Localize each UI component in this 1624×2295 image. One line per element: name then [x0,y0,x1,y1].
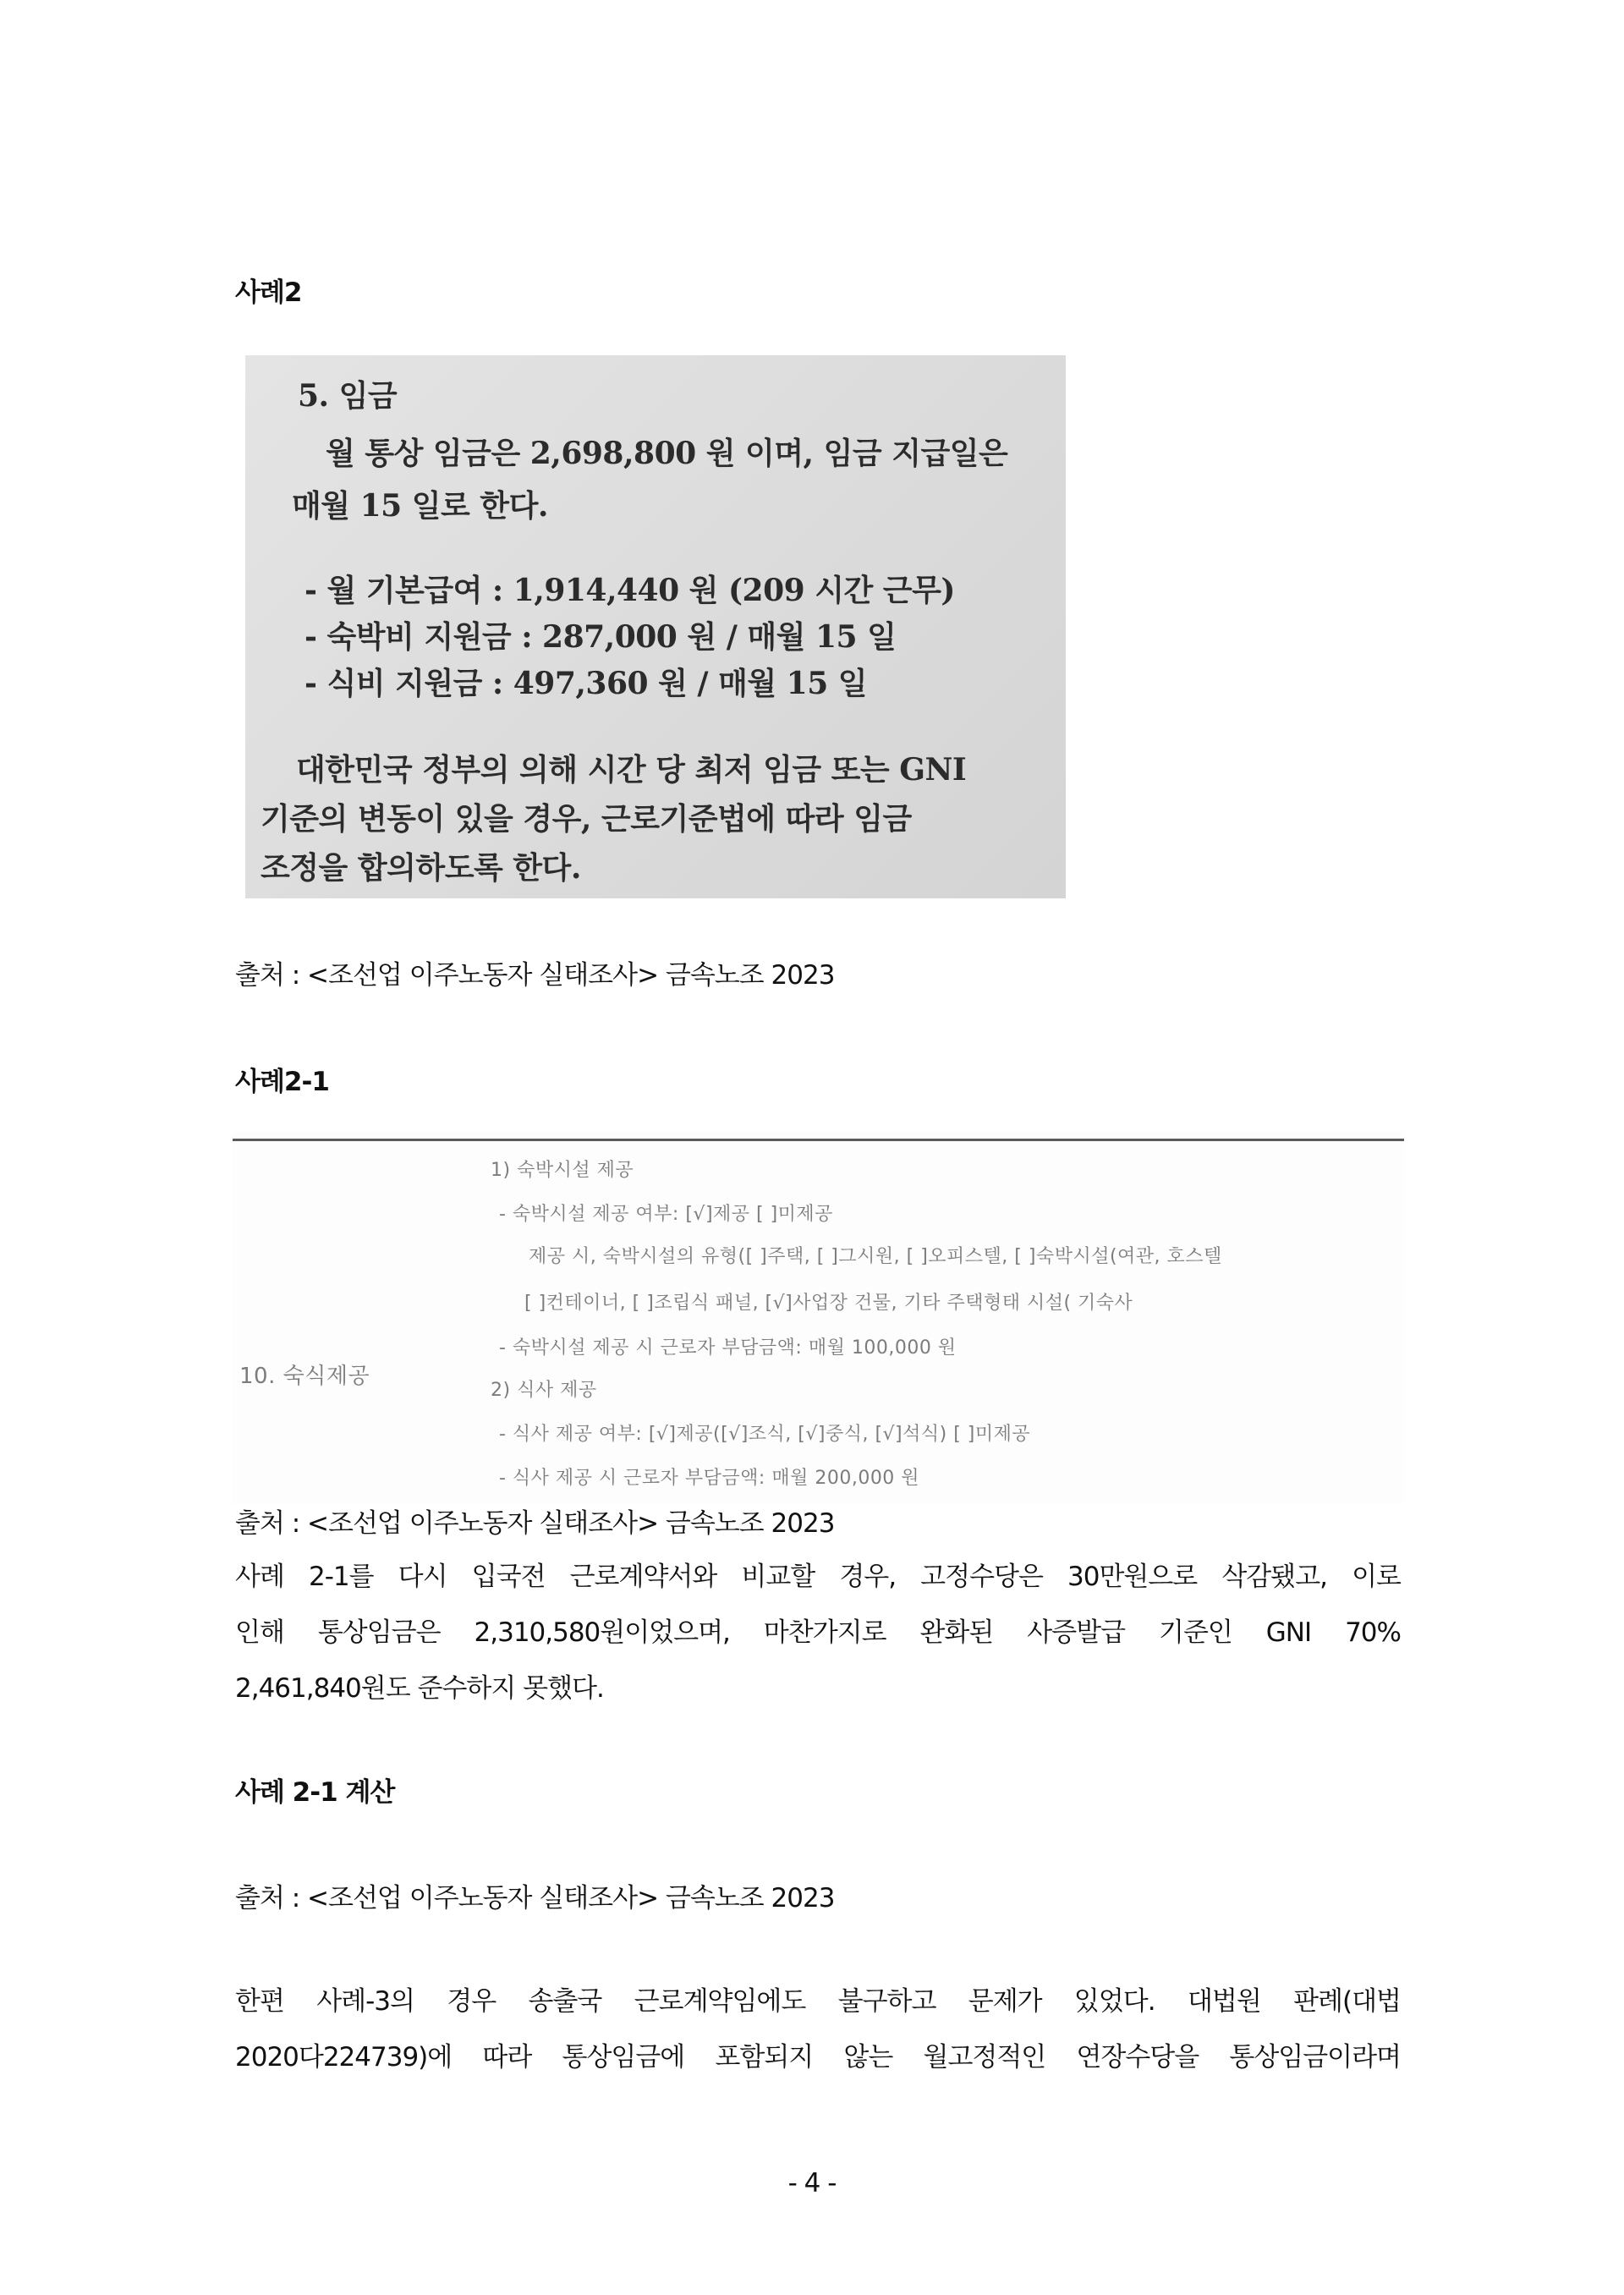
scan-line-meal-cost: - 식사 제공 시 근로자 부담금액: 매월 200,000 원 [499,1468,920,1489]
scan-item-meal: - 식비 지원금 : 497,360 원 / 매월 15 일 [304,666,868,701]
scan-line-lodging-provided: - 숙박시설 제공 여부: [√]제공 [ ]미제공 [499,1204,833,1225]
scan-title: 5. 임금 [298,378,398,414]
scan-note-line-2: 기준의 변동이 있을 경우, 근로기준법에 따라 임금 [261,801,912,837]
scan-line-lodging-type-2: [ ]컨테이너, [ ]조립식 패널, [√]사업장 건물, 기타 주택형태 시설( 기숙사 [524,1293,1133,1314]
wage-clause-scan-image [245,355,1066,898]
scan-intro-line-2: 매월 15 일로 한다. [292,488,548,524]
closing-paragraph-line-2: 2020다224739)에 따라 통상임금에 포함되지 않는 월고정적인 연장수당을 통상임금이라며 [235,2042,1401,2073]
scan-item-base-pay: - 월 기본급여 : 1,914,440 원 (209 시간 근무) [304,573,955,608]
scan-intro-line-1: 월 통상 임금은 2,698,800 원 이며, 임금 지급일은 [326,436,1008,471]
case2-heading: 사례2 [235,277,302,308]
case2-1-calc-source: 출처 : <조선업 이주노동자 실태조사> 금속노조 2023 [235,1883,835,1913]
case2-source: 출처 : <조선업 이주노동자 실태조사> 금속노조 2023 [235,960,835,991]
scan-line-lodging-cost: - 숙박시설 제공 시 근로자 부담금액: 매월 100,000 원 [499,1337,957,1359]
case2-1-calc-heading: 사례 2-1 계산 [235,1777,395,1808]
scan-line-meal-title: 2) 식사 제공 [491,1380,597,1401]
scan-line-meal-provided: - 식사 제공 여부: [√]제공([√]조식, [√]중식, [√]석식) [ ]미제공 [499,1424,1031,1445]
room-board-clause-scan-image [233,1132,1404,1504]
page-number: - 4 - [787,2168,837,2199]
scan-item-lodging: - 숙박비 지원금 : 287,000 원 / 매월 15 일 [304,619,897,655]
closing-paragraph-line-1: 한편 사례-3의 경우 송출국 근로계약임에도 불구하고 문제가 있었다. 대법원 판례(대법 [235,1986,1401,2017]
case2-1-heading: 사례2-1 [235,1067,329,1097]
scan-note-line-1: 대한민국 정부의 의해 시간 당 최저 임금 또는 GNI [296,752,967,788]
scan-line-lodging-title: 1) 숙박시설 제공 [491,1160,634,1181]
case2-1-paragraph-line-1: 사례 2-1를 다시 입국전 근로계약서와 비교할 경우, 고정수당은 30만원으로 삭감됐고, 이로 [235,1562,1401,1592]
scan-note-line-3: 조정을 합의하도록 한다. [261,850,581,886]
case2-1-paragraph-line-2: 인해 통상임금은 2,310,580원이었으며, 마찬가지로 완화된 사증발급 기준인 GNI 70% [235,1617,1401,1648]
scan-line-lodging-type: 제공 시, 숙박시설의 유형([ ]주택, [ ]그시원, [ ]오피스텔, [ ]숙박시설(여관, 호스텔 [529,1246,1222,1267]
case2-1-source: 출처 : <조선업 이주노동자 실태조사> 금속노조 2023 [235,1508,835,1539]
scan-row-label: 10. 숙식제공 [239,1364,370,1389]
case2-1-paragraph-line-3: 2,461,840원도 준수하지 못했다. [235,1673,604,1704]
scan-top-rule [233,1139,1404,1141]
